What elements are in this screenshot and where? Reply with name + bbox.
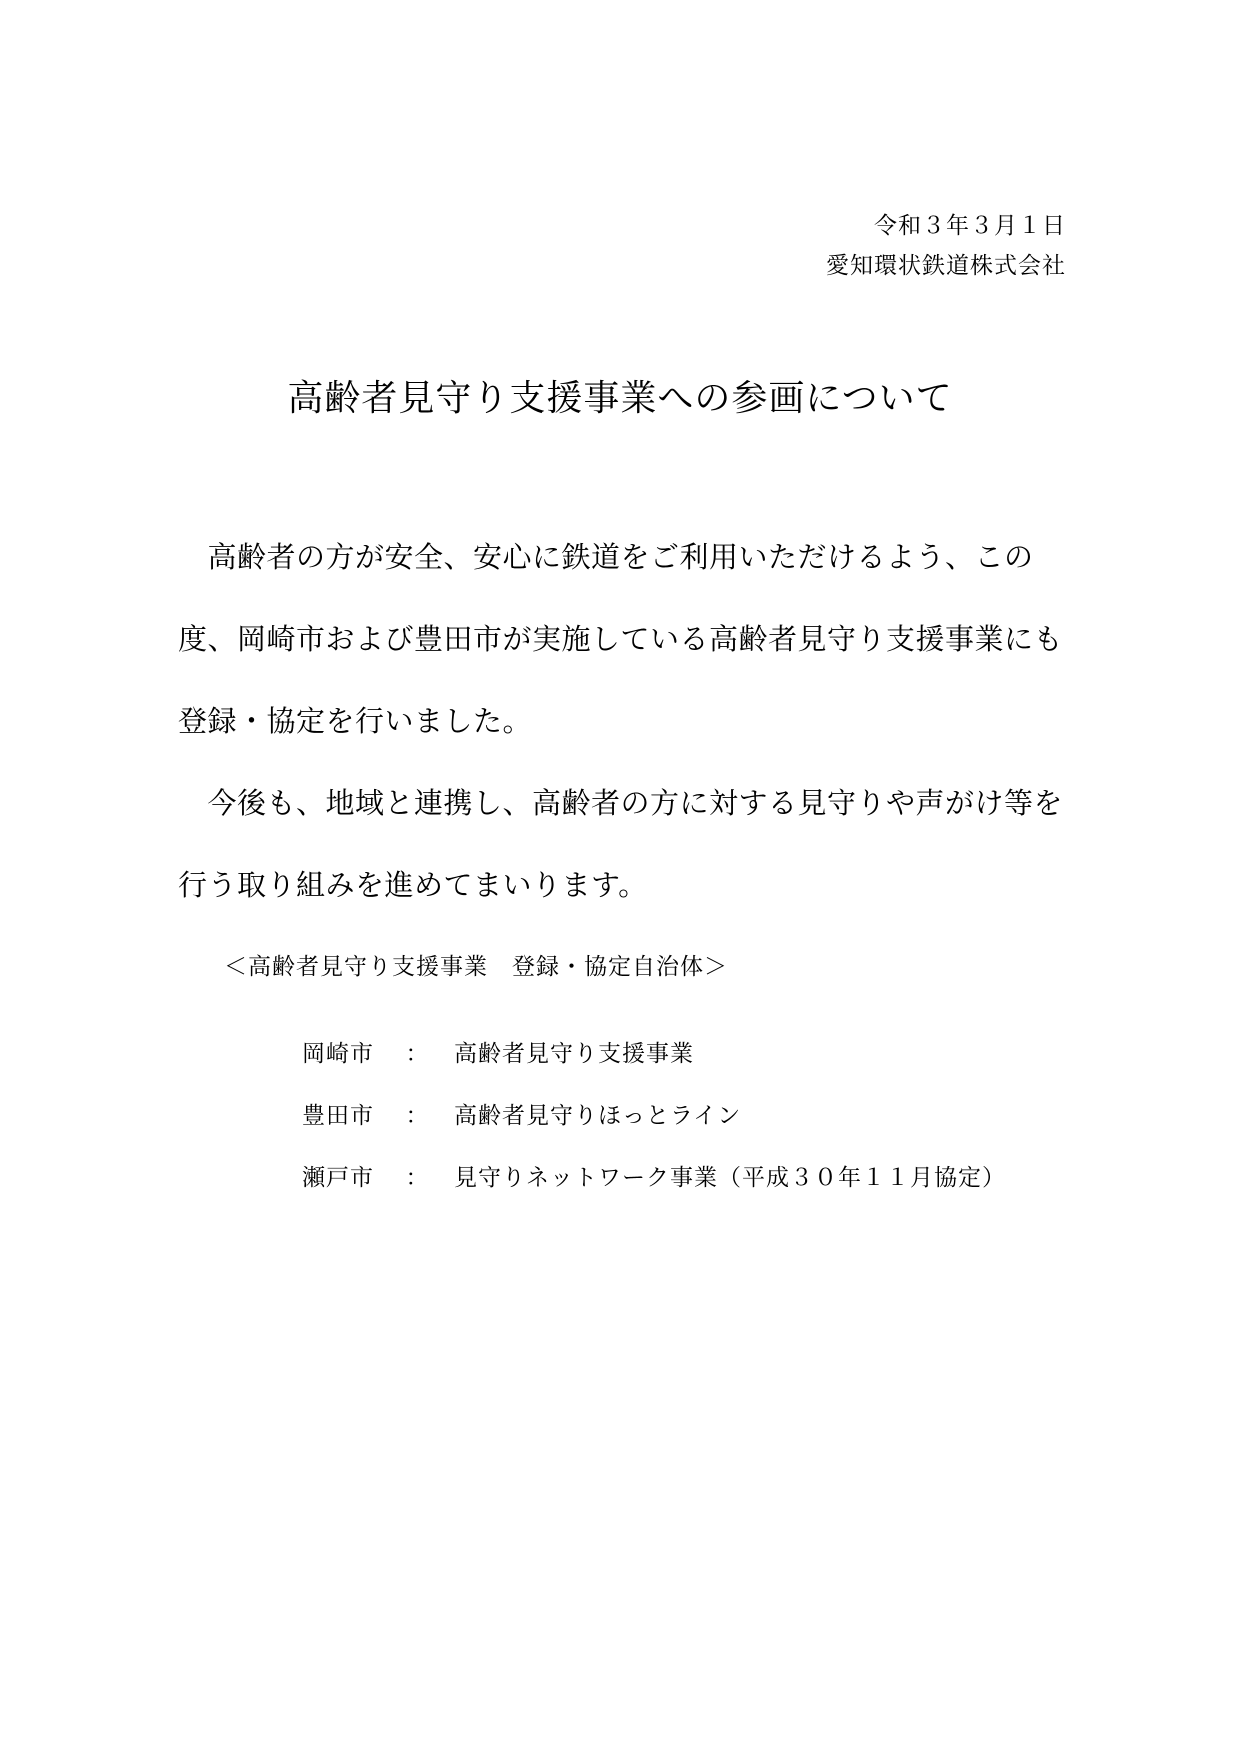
municipality-name: 豊田市 bbox=[302, 1102, 374, 1129]
body-line: 登録・協定を行いました。 bbox=[178, 704, 533, 738]
document-header bbox=[826, 206, 1066, 286]
document-title: 高齢者見守り支援事業への参画について bbox=[287, 378, 953, 419]
list-item bbox=[302, 1082, 1006, 1144]
body-line: 度、岡崎市および豊田市が実施している高齢者見守り支援事業にも bbox=[178, 622, 1064, 656]
program-name: 高齢者見守りほっとライン bbox=[454, 1102, 742, 1129]
issuer-company: 愛知環状鉄道株式会社 bbox=[826, 253, 1066, 279]
body-line: 行う取り組みを進めてまいります。 bbox=[178, 868, 648, 902]
municipality-name: 瀬戸市 bbox=[302, 1164, 374, 1191]
program-name: 高齢者見守り支援事業 bbox=[454, 1040, 694, 1067]
body-line: 高齢者の方が安全、安心に鉄道をご利用いただけるよう、この bbox=[178, 540, 1034, 574]
body-line: 今後も、地域と連携し、高齢者の方に対する見守りや声がけ等を bbox=[178, 786, 1064, 820]
issue-date: 令和３年３月１日 bbox=[874, 213, 1066, 239]
municipality-list-heading: ＜高齢者見守り支援事業 登録・協定自治体＞ bbox=[224, 954, 728, 980]
municipality-name: 岡崎市 bbox=[302, 1040, 374, 1067]
program-name: 見守りネットワーク事業（平成３０年１１月協定） bbox=[454, 1164, 1006, 1191]
list-item bbox=[302, 1144, 1006, 1206]
list-item bbox=[302, 1020, 1006, 1082]
separator: ： bbox=[405, 1102, 429, 1129]
document-body bbox=[178, 516, 1068, 926]
separator: ： bbox=[405, 1164, 429, 1191]
municipality-list bbox=[302, 1020, 1006, 1206]
separator: ： bbox=[405, 1040, 429, 1067]
